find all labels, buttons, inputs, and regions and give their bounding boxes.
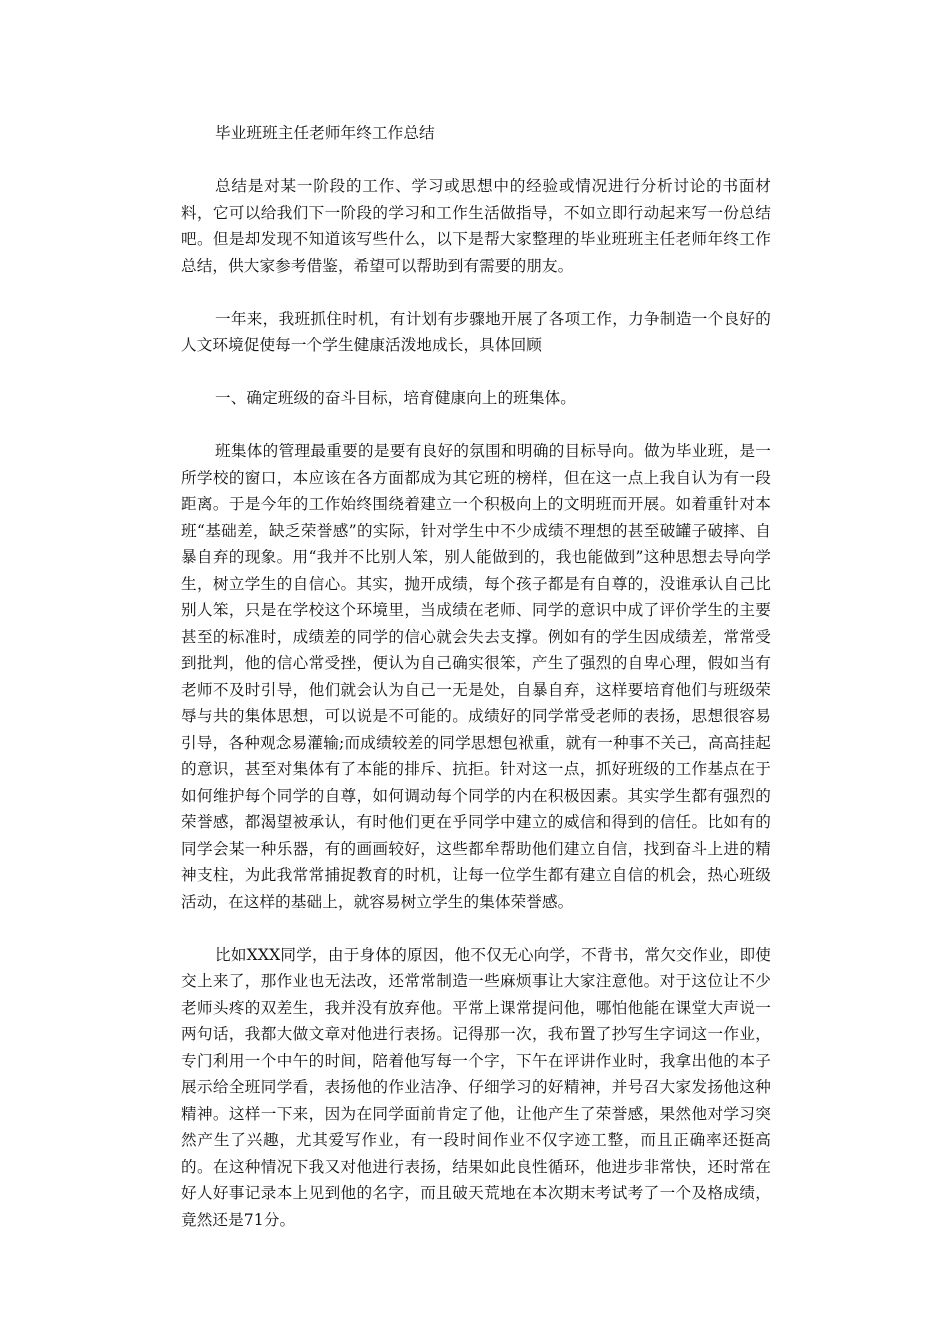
document-body: [181, 120, 771, 1233]
paragraph-class-management: 班集体的管理最重要的是要有良好的氛围和明确的目标导向。做为毕业班，是一所学校的窗口，本应该在各方面都成为其它班的榜样，但在这一点上我自认为有一段距离。于是今年的工作始终围绕着建立一个积极向上的文明班而开展。如着重针对本班“基础差，缺乏荣誉感”的实际，针对学生中不少成绩不理想的甚至破罐子破摔、自暴自弃的现象。用“我并不比别人笨，别人能做到的，我也能做到”这种思想去导向学生，树立学生的自信心。其实，抛开成绩，每个孩子都是有自尊的，没谁承认自己比别人笨，只是在学校这个环境里，当成绩在老师、同学的意识中成了评价学生的主要甚至的标准时，成绩差的同学的信心就会失去支撑。例如有的学生因成绩差，常常受到批判，他的信心常受挫，便认为自己确实很笨，产生了强烈的自卑心理，假如当有老师不及时引导，他们就会认为自己一无是处，自暴自弃，这样要培育他们与班级荣辱与共的集体思想，可以说是不可能的。成绩好的同学常受老师的表扬，思想很容易引导，各种观念易灌输;而成绩较差的同学思想包袱重，就有一种事不关己，高高挂起的意识，甚至对集体有了本能的排斥、抗拒。针对这一点，抓好班级的工作基点在于如何维护每个同学的自尊，如何调动每个同学的内在积极因素。其实学生都有强烈的荣誉感，都渴望被承认，有时他们更在乎同学中建立的威信和得到的信任。比如有的同学会某一种乐器，有的画画较好，这些都牟帮助他们建立自信，找到奋斗上进的精神支柱，为此我常常捕捉教育的时机，让每一位学生都有建立自信的机会，热心班级活动，在这样的基础上，就容易树立学生的集体荣誉感。: [181, 442, 771, 911]
paragraph-student-example: 比如XXX同学，由于身体的原因，他不仅无心向学，不背书，常欠交作业，即使交上来了，那作业也无法改，还常常制造一些麻烦事让大家注意他。对于这位让不少老师头疼的双差生，我并没有放弃他。平常上课常提问他，哪怕他能在课堂大声说一两句话，我都大做文章对他进行表扬。记得那一次，我布置了抄写生字词这一作业，专门利用一个中午的时间，陪着他写每一个字，下午在评讲作业时，我拿出他的本子展示给全班同学看，表扬他的作业洁净、仔细学习的好精神，并号召大家发扬他这种精神。这样一下来，因为在同学面前肯定了他，让他产生了荣誉感，果然他对学习突然产生了兴趣，尤其爱写作业，有一段时间作业不仅字迹工整，而且正确率还挺高的。在这种情况下我又对他进行表扬，结果如此良性循环，他进步非常快，还时常在好人好事记录本上见到他的名字，而且破天荒地在本次期末考试考了一个及格成绩，竟然还是71分。: [181, 945, 771, 1229]
document-title: 毕业班班主任老师年终工作总结: [215, 124, 435, 142]
section-heading-1: 一、确定班级的奋斗目标，培育健康向上的班集体。: [215, 389, 576, 407]
paragraph-intro: 总结是对某一阶段的工作、学习或思想中的经验或情况进行分析讨论的书面材料，它可以给我们下一阶段的学习和工作生活做指导，不如立即行动起来写一份总结吧。但是却发现不知道该写些什么，以下是帮大家整理的毕业班班主任老师年终工作总结，供大家参考借鉴，希望可以帮助到有需要的朋友。: [181, 177, 771, 275]
paragraph-overview: 一年来，我班抓住时机，有计划有步骤地开展了各项工作，力争制造一个良好的人文环境促使每一个学生健康活泼地成长，具体回顾: [181, 309, 771, 354]
